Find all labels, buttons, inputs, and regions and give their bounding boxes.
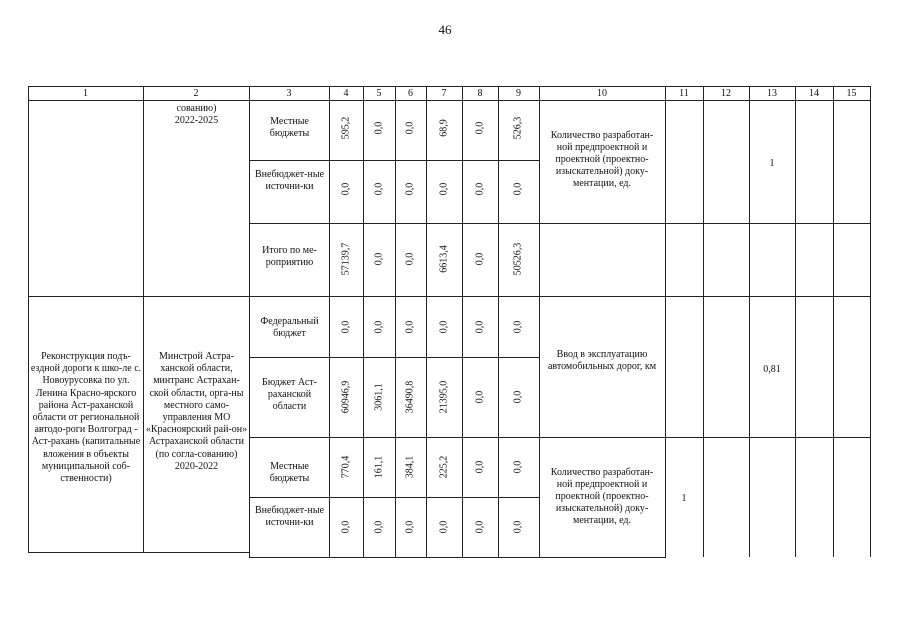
- value-cell: 0,0: [438, 320, 450, 334]
- value-cell: 50526,3: [512, 242, 524, 276]
- header-cell: 1: [83, 88, 88, 99]
- value-cell: 0,0: [404, 320, 416, 334]
- value-cell: 57139,7: [340, 242, 352, 276]
- row1-total-label: Итого по ме-роприятию: [262, 245, 317, 268]
- value-cell: 0,0: [373, 252, 385, 266]
- value-cell: 0,0: [512, 390, 524, 404]
- header-cell: 14: [809, 88, 819, 99]
- row1-col2-text: сованию) 2022-2025: [174, 103, 219, 126]
- row2-source-local: Местные бюджеты: [269, 461, 310, 484]
- row2-source-extrabudget: Внебюджет-ные источни-ки: [254, 505, 325, 528]
- row2-indicator-docs: Количество разработан-ной предпроектной и проектной (проектно-изыскательной) доку-ментации, ед.: [550, 467, 654, 526]
- row1-source-local: Местные бюджеты: [269, 116, 310, 139]
- value-cell: 0,0: [512, 520, 524, 534]
- value-cell: 21395,0: [438, 380, 450, 414]
- value-cell: 0,0: [474, 182, 486, 196]
- header-cell: 4: [343, 88, 349, 99]
- header-cell: 8: [477, 88, 483, 99]
- header-cell: 13: [767, 88, 777, 99]
- row2-measure-name: Реконструкция подъ-ездной дороги к шко-ле с. Новоурусовка по ул. Ленина Красно-ярского района Аст-раханской области от региональной автодо-роги Волгоград - Аст-рахань (капитальные вложения в объекты муниципальной соб-ственности): [30, 351, 142, 485]
- value-cell: 0,0: [438, 182, 450, 196]
- row2-indicator-roads: Ввод в эксплуатацию автомобильных дорог, км: [547, 349, 657, 372]
- value-cell: 0,0: [438, 520, 450, 534]
- value-cell: 0,0: [474, 121, 486, 135]
- value-cell: 0,0: [373, 320, 385, 334]
- value-cell: 6613,4: [438, 245, 450, 273]
- value-cell: 0,0: [474, 252, 486, 266]
- row2-source-federal: Федеральный бюджет: [260, 316, 319, 339]
- value-cell: 526,3: [512, 116, 524, 140]
- value-cell: 0,0: [373, 182, 385, 196]
- header-cell: 12: [721, 88, 731, 99]
- value-cell: 68,9: [438, 119, 450, 137]
- value-cell: 0,0: [404, 252, 416, 266]
- row2-indicator-docs-col11: 1: [681, 493, 687, 504]
- value-cell: 0,0: [340, 320, 352, 334]
- header-cell: 2: [193, 88, 199, 99]
- value-cell: 0,0: [373, 121, 385, 135]
- value-cell: 225,2: [438, 455, 450, 479]
- value-cell: 0,0: [474, 320, 486, 334]
- value-cell: 0,0: [474, 460, 486, 474]
- header-cell: 5: [376, 88, 382, 99]
- value-cell: 0,0: [340, 182, 352, 196]
- value-cell: 0,0: [512, 460, 524, 474]
- value-cell: 0,0: [404, 520, 416, 534]
- value-cell: 0,0: [512, 320, 524, 334]
- header-cell: 9: [516, 88, 521, 99]
- row1-source-extrabudget: Внебюджет-ные источни-ки: [254, 169, 325, 192]
- value-cell: 0,0: [404, 182, 416, 196]
- row2-source-regional: Бюджет Аст-раханской области: [262, 377, 317, 412]
- row1-col13-value: 1: [769, 158, 775, 169]
- value-cell: 60946,9: [340, 380, 352, 414]
- header-cell: 6: [408, 88, 413, 99]
- row2-indicator-roads-col13: 0,81: [763, 364, 781, 375]
- value-cell: 0,0: [512, 182, 524, 196]
- header-cell: 15: [846, 88, 857, 99]
- value-cell: 0,0: [373, 520, 385, 534]
- value-cell: 3061,1: [373, 383, 385, 411]
- row1-indicator: Количество разработан-ной предпроектной и проектной (проектно-изыскательной) доку-ментации, ед.: [550, 130, 654, 189]
- value-cell: 36490,8: [404, 380, 416, 414]
- value-cell: 0,0: [340, 520, 352, 534]
- header-cell: 3: [286, 88, 292, 99]
- header-cell: 11: [679, 88, 689, 99]
- value-cell: 161,1: [373, 455, 385, 479]
- value-cell: 0,0: [404, 121, 416, 135]
- value-cell: 0,0: [474, 520, 486, 534]
- value-cell: 770,4: [340, 455, 352, 479]
- header-cell: 7: [441, 88, 447, 99]
- page-number: 46: [438, 22, 452, 37]
- row2-responsible: Минстрой Астра-ханской области, минтранс Астрахан-ской области, орга-ны местного само-управления МО «Красноярский рай-он» Астраханской области (по согла-сованию) 2020-2022: [145, 351, 248, 472]
- header-cell: 10: [597, 88, 607, 99]
- value-cell: 595,2: [340, 116, 352, 140]
- value-cell: 384,1: [404, 455, 416, 479]
- value-cell: 0,0: [474, 390, 486, 404]
